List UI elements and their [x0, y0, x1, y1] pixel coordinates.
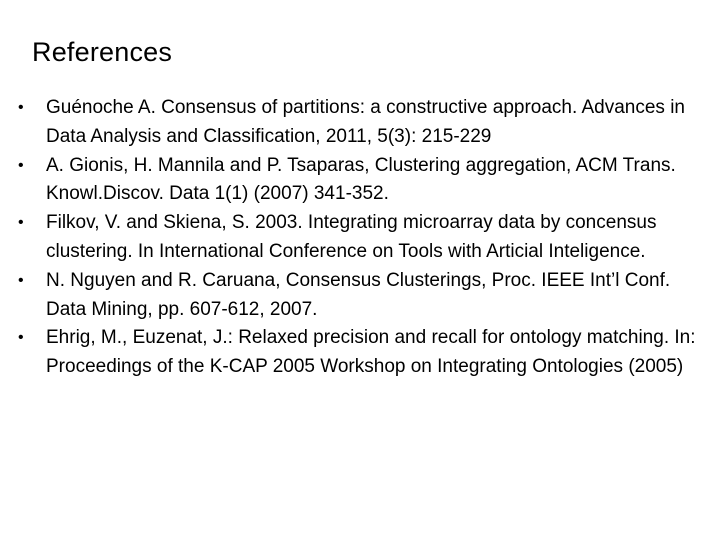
bullet-icon: •	[18, 271, 24, 289]
reference-text: Filkov, V. and Skiena, S. 2003. Integrating microarray data by concensus clustering. In International Conference on Tools with Articial Inteligence.	[46, 212, 657, 262]
reference-text: Ehrig, M., Euzenat, J.: Relaxed precision and recall for ontology matching. In: Proceedings of the K-CAP 2005 Workshop on Integrating Ontologies (2005)	[46, 327, 696, 378]
slide-title: References	[32, 37, 173, 67]
reference-item	[18, 267, 698, 325]
reference-text: Guénoche A. Consensus of partitions: a constructive approach. Advances in Data Analysis and Classification, 2011, 5(3): 215-229	[46, 97, 685, 147]
bullet-icon: •	[18, 156, 24, 174]
reference-text: N. Nguyen and R. Caruana, Consensus Clusterings, Proc. IEEE Int’l Conf. Data Mining, pp. 607-612, 2007.	[46, 269, 671, 320]
reference-item	[18, 152, 698, 210]
reference-item	[18, 324, 698, 382]
reference-item	[18, 209, 698, 267]
reference-list	[18, 94, 698, 382]
reference-text: A. Gionis, H. Mannila and P. Tsaparas, Clustering aggregation, ACM Trans. Knowl.Discov. Data 1(1) (2007) 341-352.	[46, 154, 676, 205]
bullet-icon: •	[18, 99, 24, 116]
reference-item	[18, 94, 698, 152]
bullet-icon: •	[18, 329, 24, 347]
bullet-icon: •	[18, 214, 24, 232]
